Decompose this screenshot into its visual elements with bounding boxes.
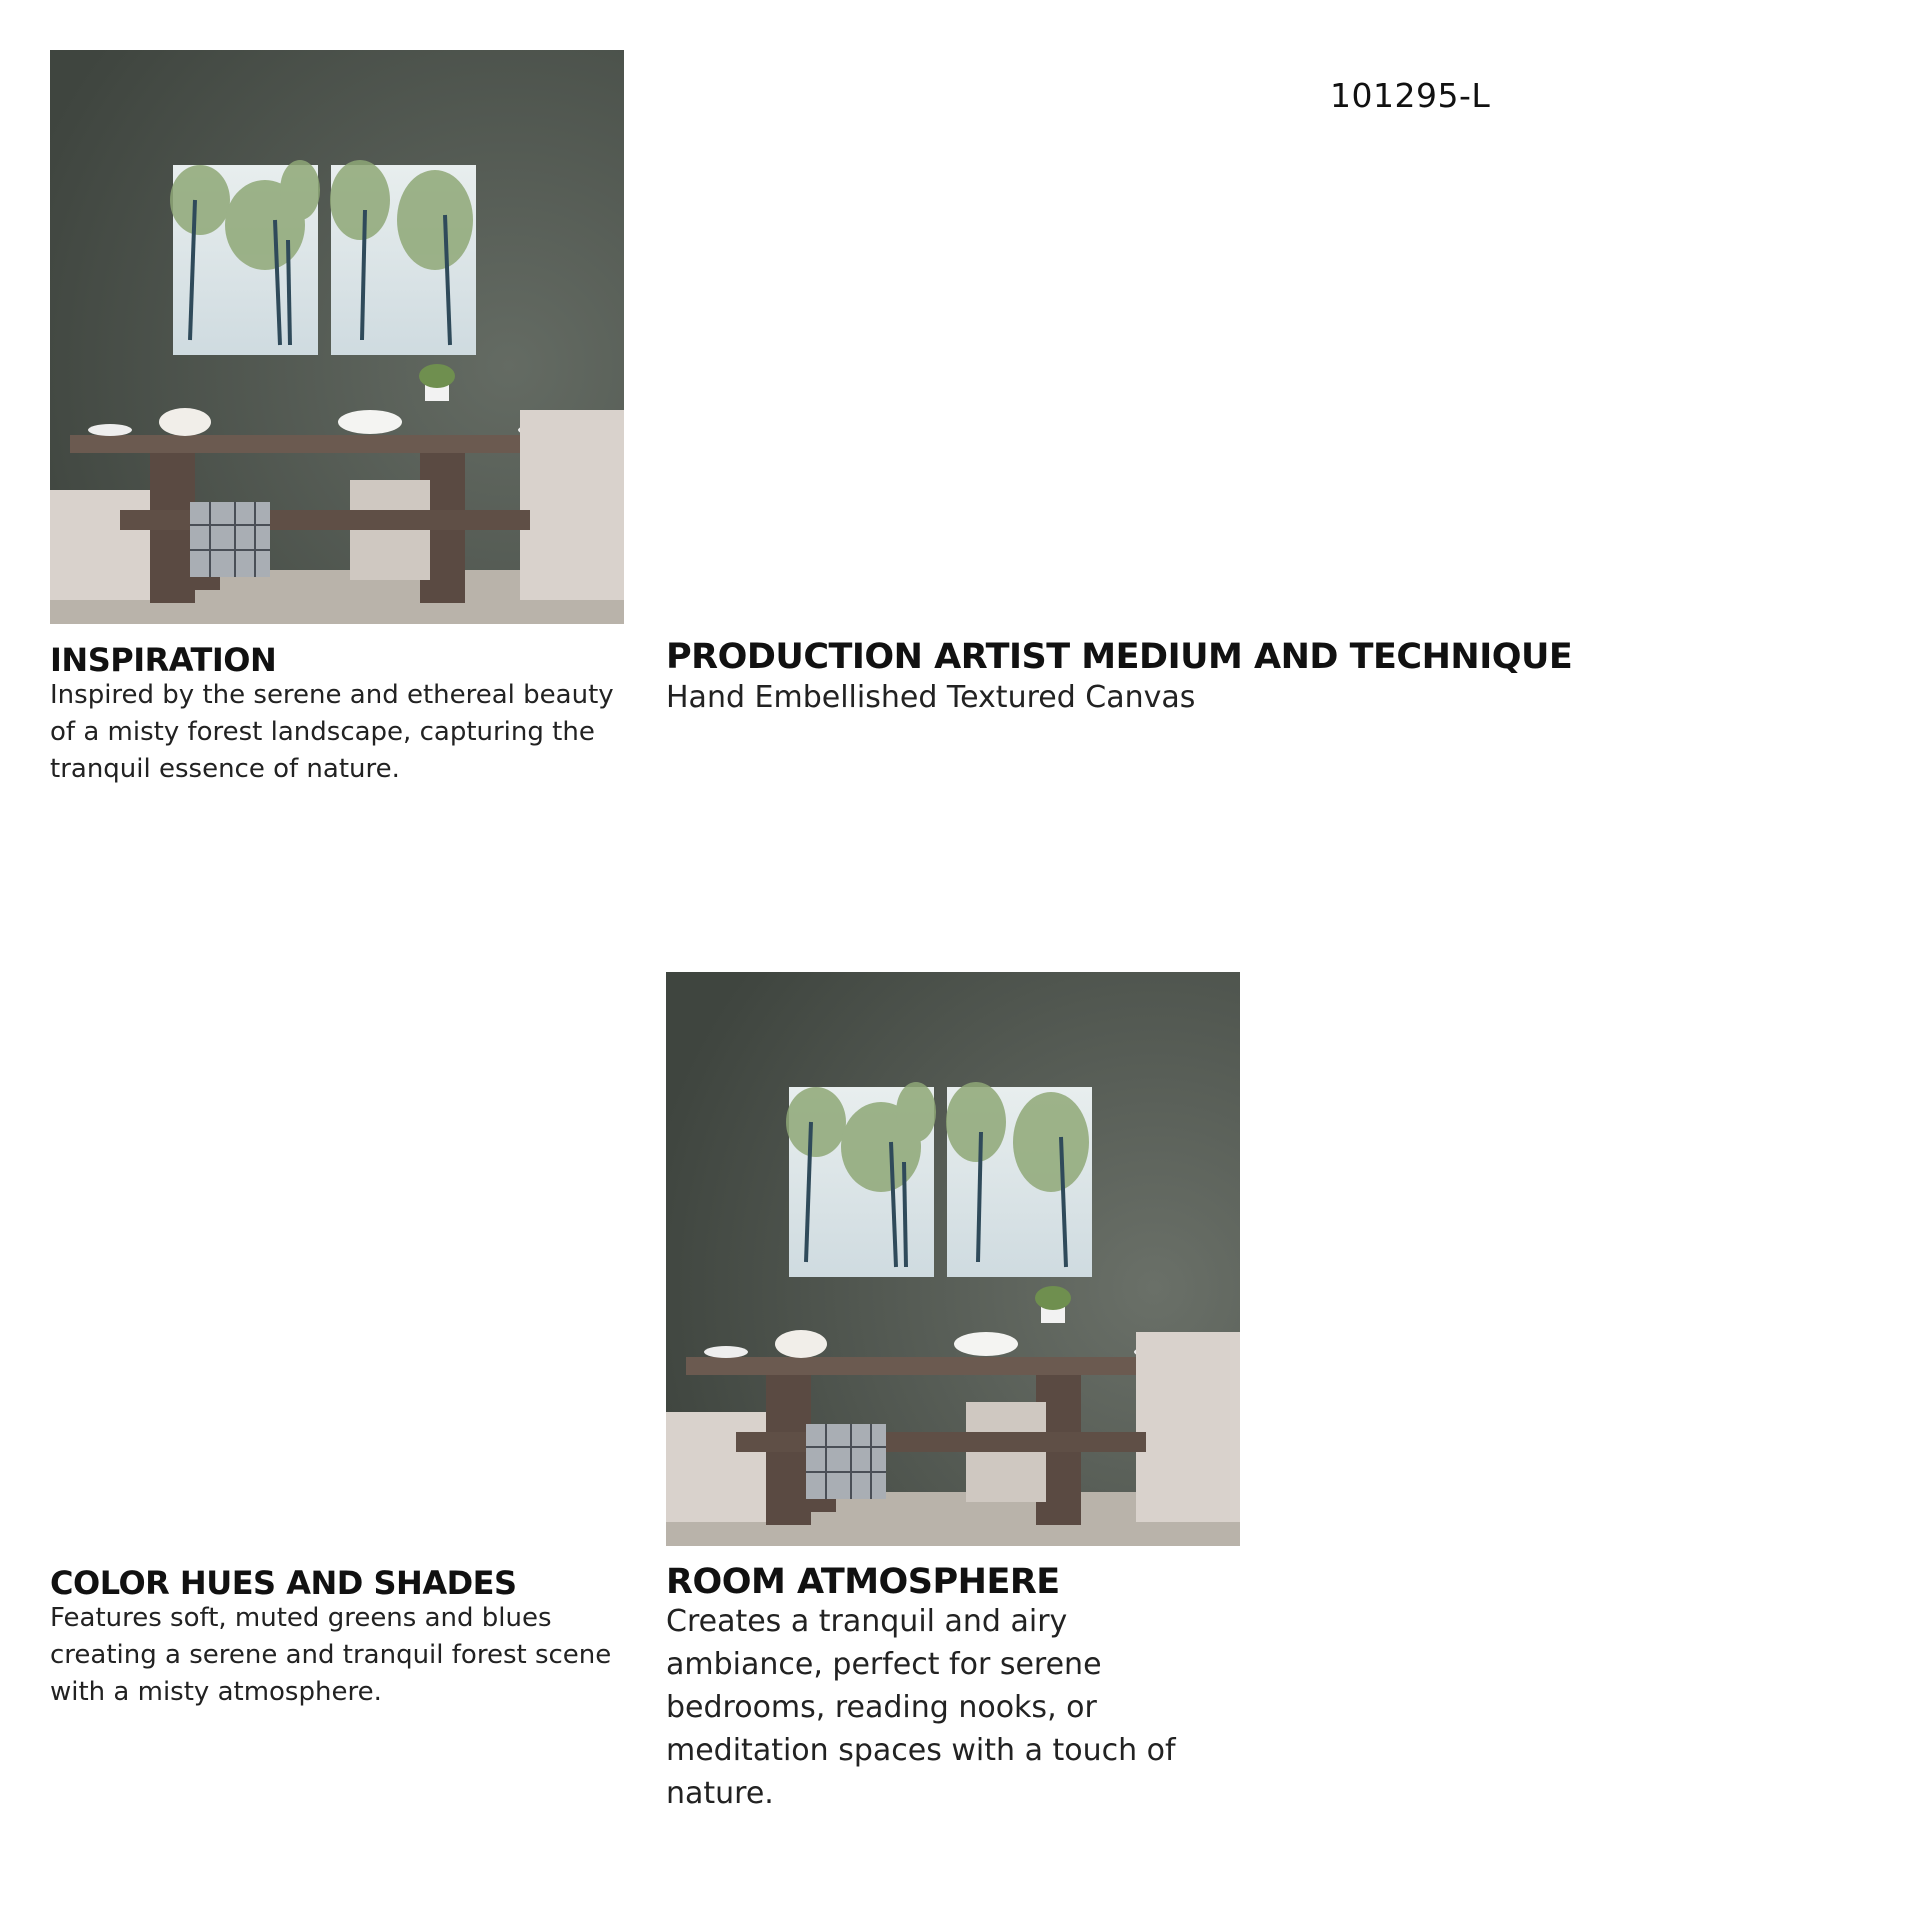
- room-photo-1: [50, 50, 624, 624]
- color-heading: COLOR HUES AND SHADES: [50, 1564, 517, 1602]
- room-photo-icon: [666, 972, 1240, 1546]
- room-heading: ROOM ATMOSPHERE: [666, 1562, 1060, 1602]
- room-body: Creates a tranquil and airy ambiance, perfect for serene bedrooms, reading nooks, or meditation spaces with a touch of nature.: [666, 1604, 1176, 1811]
- color-body: Features soft, muted greens and blues creating a serene and tranquil forest scene with a misty atmosphere.: [50, 1603, 612, 1707]
- product-code: 101295-L: [1330, 76, 1491, 115]
- inspiration-heading: INSPIRATION: [50, 641, 277, 679]
- production-body: Hand Embellished Textured Canvas: [666, 680, 1196, 715]
- inspiration-body: Inspired by the serene and ethereal beauty of a misty forest landscape, capturing the tranquil essence of nature.: [50, 680, 614, 784]
- room-photo-icon: [50, 50, 624, 624]
- room-photo-2: [666, 972, 1240, 1546]
- production-heading: PRODUCTION ARTIST MEDIUM AND TECHNIQUE: [666, 637, 1573, 677]
